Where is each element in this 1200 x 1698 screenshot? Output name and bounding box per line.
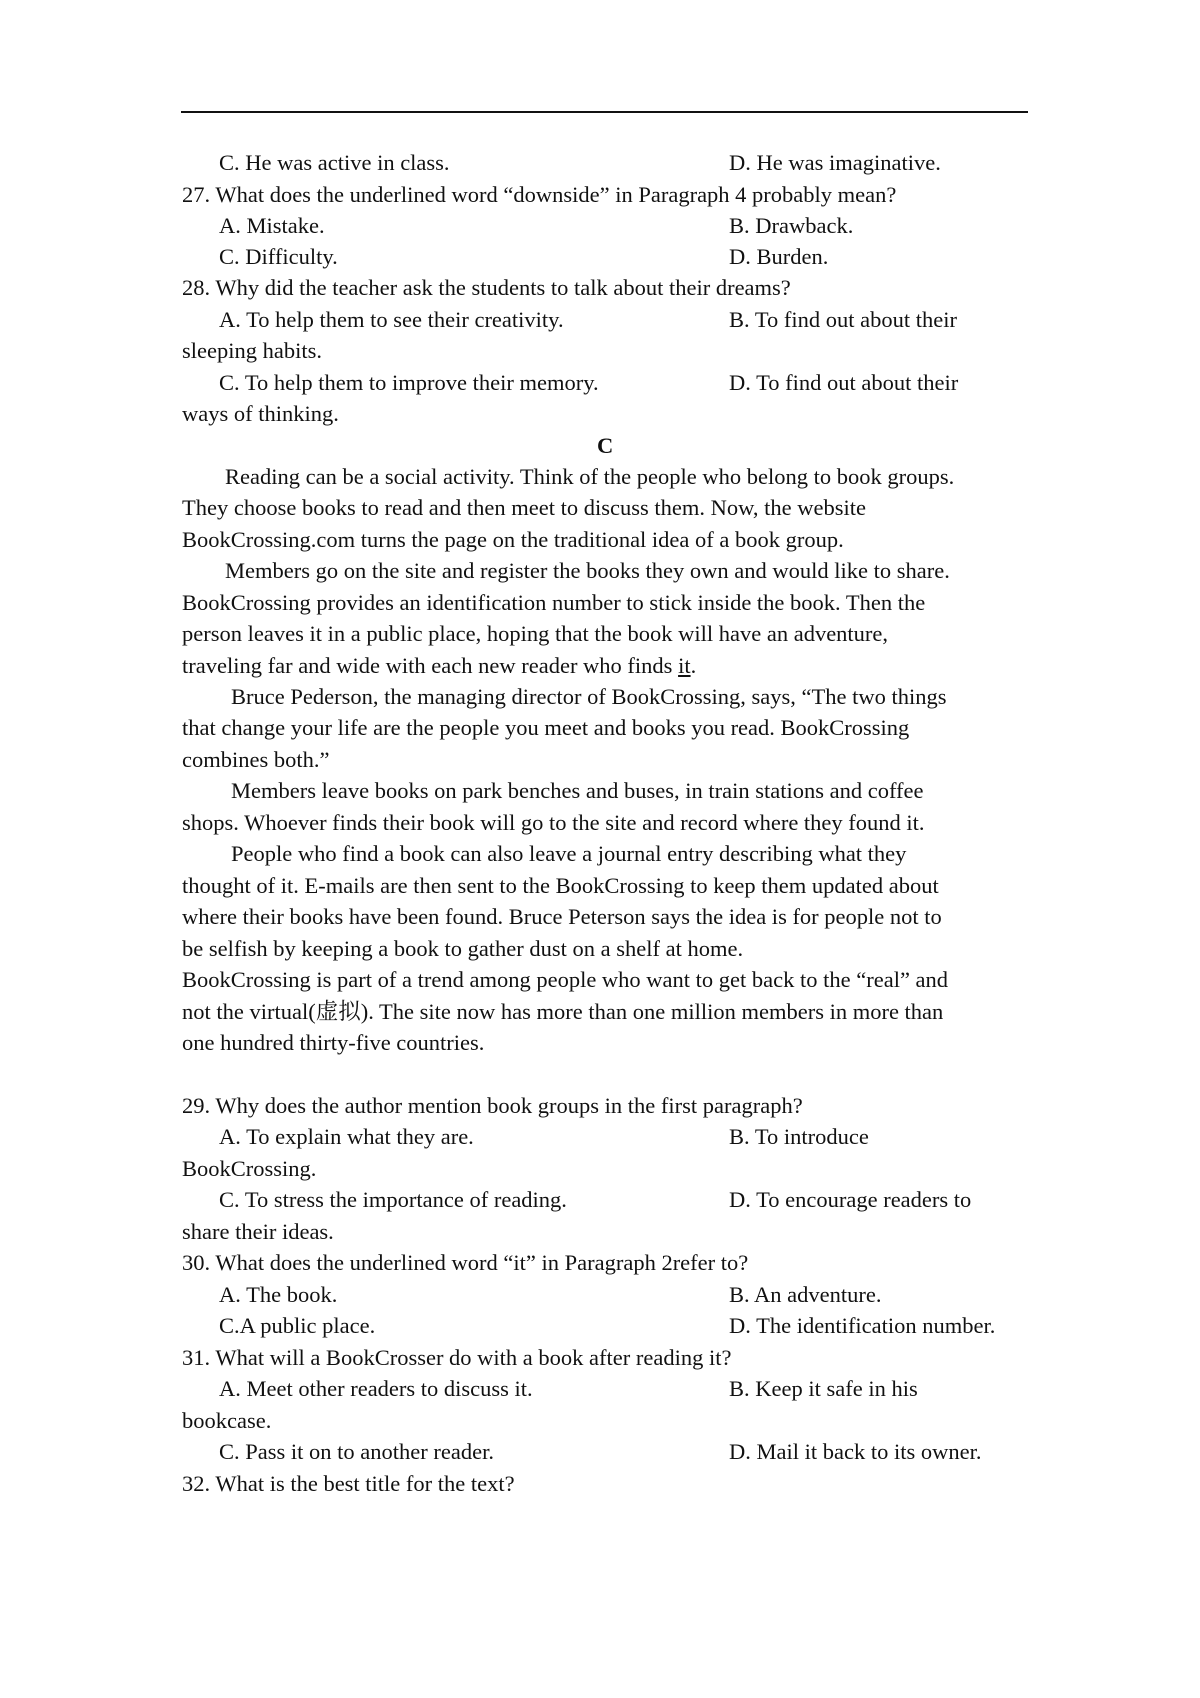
option-31b: B. Keep it safe in his	[729, 1376, 918, 1401]
option-31d: D. Mail it back to its owner.	[729, 1439, 982, 1464]
option-27a: A. Mistake.	[219, 213, 325, 238]
option-31b-cont: bookcase.	[182, 1408, 272, 1433]
passage-line: People who find a book can also leave a journal entry describing what they	[231, 841, 907, 866]
option-28a: A. To help them to see their creativity.	[219, 307, 564, 332]
option-30c: C.A public place.	[219, 1313, 376, 1338]
passage-line: not the virtual(虚拟). The site now has more than one million members in more than	[182, 999, 944, 1024]
passage-line: Members go on the site and register the books they own and would like to share.	[225, 558, 950, 583]
header-rule	[181, 111, 1028, 113]
option-27c: C. Difficulty.	[219, 244, 338, 269]
option-28b: B. To find out about their	[729, 307, 957, 332]
passage-line: They choose books to read and then meet to discuss them. Now, the website	[182, 495, 867, 520]
option-28d: D. To find out about their	[729, 370, 959, 395]
passage-text: .	[690, 653, 697, 678]
passage-line: combines both.”	[182, 747, 330, 772]
option-29d-cont: share their ideas.	[182, 1219, 334, 1244]
option-29b-cont: BookCrossing.	[182, 1156, 317, 1181]
option-29c: C. To stress the importance of reading.	[219, 1187, 567, 1212]
option-31a: A. Meet other readers to discuss it.	[219, 1376, 533, 1401]
option-30b: B. An adventure.	[729, 1282, 882, 1307]
option-29b: B. To introduce	[729, 1124, 869, 1149]
option-30a: A. The book.	[219, 1282, 338, 1307]
passage-line: be selfish by keeping a book to gather dust on a shelf at home.	[182, 936, 744, 961]
question-32: 32. What is the best title for the text?	[182, 1471, 515, 1496]
option-27b: B. Drawback.	[729, 213, 854, 238]
option-31c: C. Pass it on to another reader.	[219, 1439, 494, 1464]
passage-text: traveling far and wide with each new reader who finds	[182, 653, 679, 678]
option-26c: C. He was active in class.	[219, 150, 450, 175]
option-28d-cont: ways of thinking.	[182, 401, 339, 426]
question-30: 30. What does the underlined word “it” in Paragraph 2refer to?	[182, 1250, 749, 1275]
passage-line: Reading can be a social activity. Think of the people who belong to book groups.	[225, 464, 955, 489]
passage-line: BookCrossing is part of a trend among people who want to get back to the “real” and	[182, 967, 949, 992]
option-28b-cont: sleeping habits.	[182, 338, 322, 363]
option-29a: A. To explain what they are.	[219, 1124, 474, 1149]
option-28c: C. To help them to improve their memory.	[219, 370, 599, 395]
passage-line	[182, 652, 696, 680]
option-29d: D. To encourage readers to	[729, 1187, 972, 1212]
question-31: 31. What will a BookCrosser do with a book after reading it?	[182, 1345, 732, 1370]
passage-line: Members leave books on park benches and buses, in train stations and coffee	[231, 778, 924, 803]
passage-line: that change your life are the people you meet and books you read. BookCrossing	[182, 715, 910, 740]
option-27d: D. Burden.	[729, 244, 829, 269]
passage-line: where their books have been found. Bruce Peterson says the idea is for people not to	[182, 904, 942, 929]
passage-line: one hundred thirty-five countries.	[182, 1030, 485, 1055]
passage-line: BookCrossing.com turns the page on the traditional idea of a book group.	[182, 527, 844, 552]
passage-line: Bruce Pederson, the managing director of BookCrossing, says, “The two things	[231, 684, 947, 709]
underlined-word-it: it	[678, 653, 691, 678]
question-27: 27. What does the underlined word “downside” in Paragraph 4 probably mean?	[182, 182, 897, 207]
question-29: 29. Why does the author mention book groups in the first paragraph?	[182, 1093, 803, 1118]
passage-line: thought of it. E-mails are then sent to the BookCrossing to keep them updated about	[182, 873, 939, 898]
passage-line: shops. Whoever finds their book will go to the site and record where they found it.	[182, 810, 925, 835]
passage-line: person leaves it in a public place, hoping that the book will have an adventure,	[182, 621, 889, 646]
passage-line: BookCrossing provides an identification number to stick inside the book. Then the	[182, 590, 926, 615]
option-26d: D. He was imaginative.	[729, 150, 941, 175]
question-28: 28. Why did the teacher ask the students to talk about their dreams?	[182, 275, 791, 300]
option-30d: D. The identification number.	[729, 1313, 996, 1338]
section-heading-c: C	[597, 433, 614, 458]
